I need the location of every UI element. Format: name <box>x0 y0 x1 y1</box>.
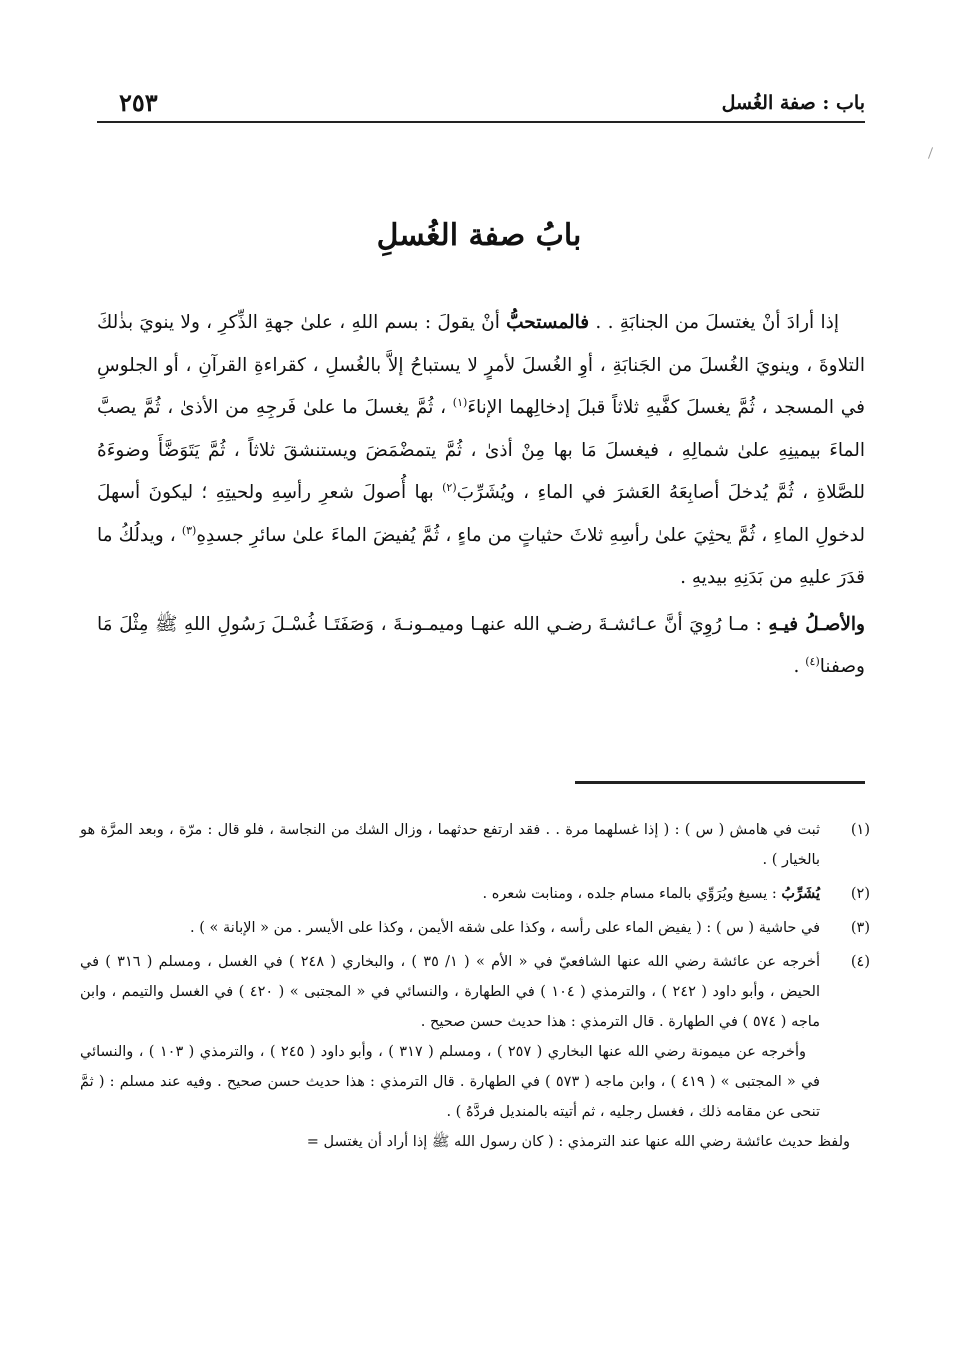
footnote-divider <box>575 781 865 784</box>
page-number: ٢٥٣ <box>119 88 158 117</box>
margin-mark <box>928 147 933 159</box>
defined-word: يُشَرِّبُ <box>781 885 820 902</box>
footnote-paragraph: ولفظ حديث عائشة رضي الله عنها عند الترمذي : ( كان رسول الله ﷺ إذا أراد أن يغتسل = <box>306 1134 850 1150</box>
header-divider <box>97 121 865 123</box>
footnote-ref-2[interactable]: (٢) <box>442 480 457 494</box>
text-segment: بها أُصولَ شعرِ رأسِهِ ولحيتِهِ ؛ ليكونَ أسهلَ لدخولِ الماءِ ، ثُمَّ يحثِيَ علىٰ رأسِهِ ثلاثَ حثياتٍ من ماءٍ ، ثُمَّ يُفيضَ الماءَ علىٰ سائرِ جسدِهِ <box>97 482 865 546</box>
chapter-title: بابُ صفة الغُسلِ <box>376 218 582 253</box>
footnote-paragraph: وأخرجه عن ميمونة رضي الله عنها البخاري ( ٢٥٧ ) ، ومسلم ( ٣١٧ ) ، وأبو داود ( ٢٤٥ ) ، والترمذي ( ١٠٣ ) ، والنسائي في « المجتبى » ( ٤١٩ ) ، وابن ماجه ( ٥٧٣ ) في الطهارة . قال الترمذي : هذا حديث حسن صحيح . وفيه عند مسلم : ( ثمَّ تنحى عن مقامه ذلك ، فغسل رجليه ، ثم أتيته بالمنديل فردَّهُ ) . <box>80 1044 820 1120</box>
footnote-3 <box>80 913 870 943</box>
page-header <box>97 86 865 120</box>
text-segment: ، ثُمَّ يغسلَ ما علىٰ فَرجِهِ من الأذىٰ ، ثُمَّ يصبَّ الماءَ بيمينِهِ علىٰ شمالِهِ ، فيغسلَ مَا بها مِنْ أذىٰ ، ثُمَّ يتمضْمَضَ ويستنشقَ ثلاثاً ، ثُمَّ يَتَوَضَّأَ وضوءَهُ للصَّلاةِ ، ثُمَّ يُدخلَ أصابِعَهُ العَشرَ في الماءِ ، ويُشَرِّبَ <box>97 397 865 503</box>
lead-word: والأصـلُ فيـهِ <box>768 613 865 635</box>
footnote-number: (٢) <box>850 886 870 902</box>
text-segment: ، ويدلُكُ ما قدَرَ عليهِ من بَدَنِهِ بيديهِ . <box>97 524 865 588</box>
footnote-number: (٣) <box>850 920 870 936</box>
footnote-ref-4[interactable]: (٤) <box>805 654 820 668</box>
footnote-text: ثبت في هامش ( س ) : ( إذا غسلهما مرة . . فقد ارتفع حدثهما ، وزال الشك من النجاسة ، فلو قال : مرّة ، وبعد المرَّة هو بالخيار ) . <box>80 822 820 868</box>
footnote-4 <box>80 947 870 1157</box>
text-segment: إذا أرادَ أنْ يغتسلَ من الجنابَةِ . . <box>589 312 839 333</box>
text-segment: : مـا رُوِيَ أنَّ عـائشـةَ رضـي الله عنهـا وميمـونـةَ ، وَصَفَتَـا غُسْـلَ رَسُولِ اللهِ ﷺ مِثْلَ مَا وصفنا <box>97 613 865 677</box>
text-segment: أنْ يقولَ : بسم اللهِ ، علىٰ جهةِ الذِّكرِ ، ولا ينويَ بذٰلكَ التلاوةَ ، وينويَ الغُسلَ من الجَنابَةِ ، أوِ الغُسلَ لأمرٍ لا يستباحُ إلاَّ بالغُسلِ ، كقراءةِ القرآنِ ، أو الجلوسِ في المسجد ، ثُمَّ يغسلَ كفَّيهِ ثلاثاً قبلَ إدخالِهما الإناءَ <box>97 312 865 418</box>
footnote-ref-3[interactable]: (٣) <box>181 523 197 537</box>
footnote-ref-1[interactable]: (١) <box>452 395 468 409</box>
footnotes <box>80 815 870 1161</box>
footnote-1 <box>80 815 870 875</box>
paragraph-procedure <box>97 302 865 600</box>
footnote-number: (٤) <box>850 954 870 970</box>
paragraph-evidence <box>97 604 865 689</box>
footnote-text: أخرجه عن عائشة رضي الله عنها الشافعيّ في « الأم » ( ١/ ٣٥ ) ، والبخاري ( ٢٤٨ ) في الغسل ، ومسلم ( ٣١٦ ) في الحيض ، وأبو داود ( ٢٤٢ ) ، والترمذي ( ١٠٤ ) في الطهارة ، والنسائي في « المجتبى » ( ٤٢٠ ) في الغسل والتيمم ، وابن ماجه ( ٥٧٤ ) في الطهارة . قال الترمذي : هذا حديث حسن صحيح . <box>80 954 820 1030</box>
footnote-text: : يسيغ ويُرَوِّي بالماء مسام جلده ، ومنابت شعره . <box>482 886 782 902</box>
lead-word: فالمستحبُّ <box>506 312 590 333</box>
text-segment: . <box>793 656 806 677</box>
running-title: باب : صفة الغُسل <box>721 92 865 114</box>
footnote-text: في حاشية ( س ) : ( يفيض الماء على رأسه ، وكذا على شقه الأيمن ، وكذا على الأيسر . من « الإبانة » ) . <box>190 920 820 936</box>
main-text <box>97 302 865 689</box>
footnote-number: (١) <box>850 822 870 838</box>
footnote-2 <box>80 879 870 909</box>
